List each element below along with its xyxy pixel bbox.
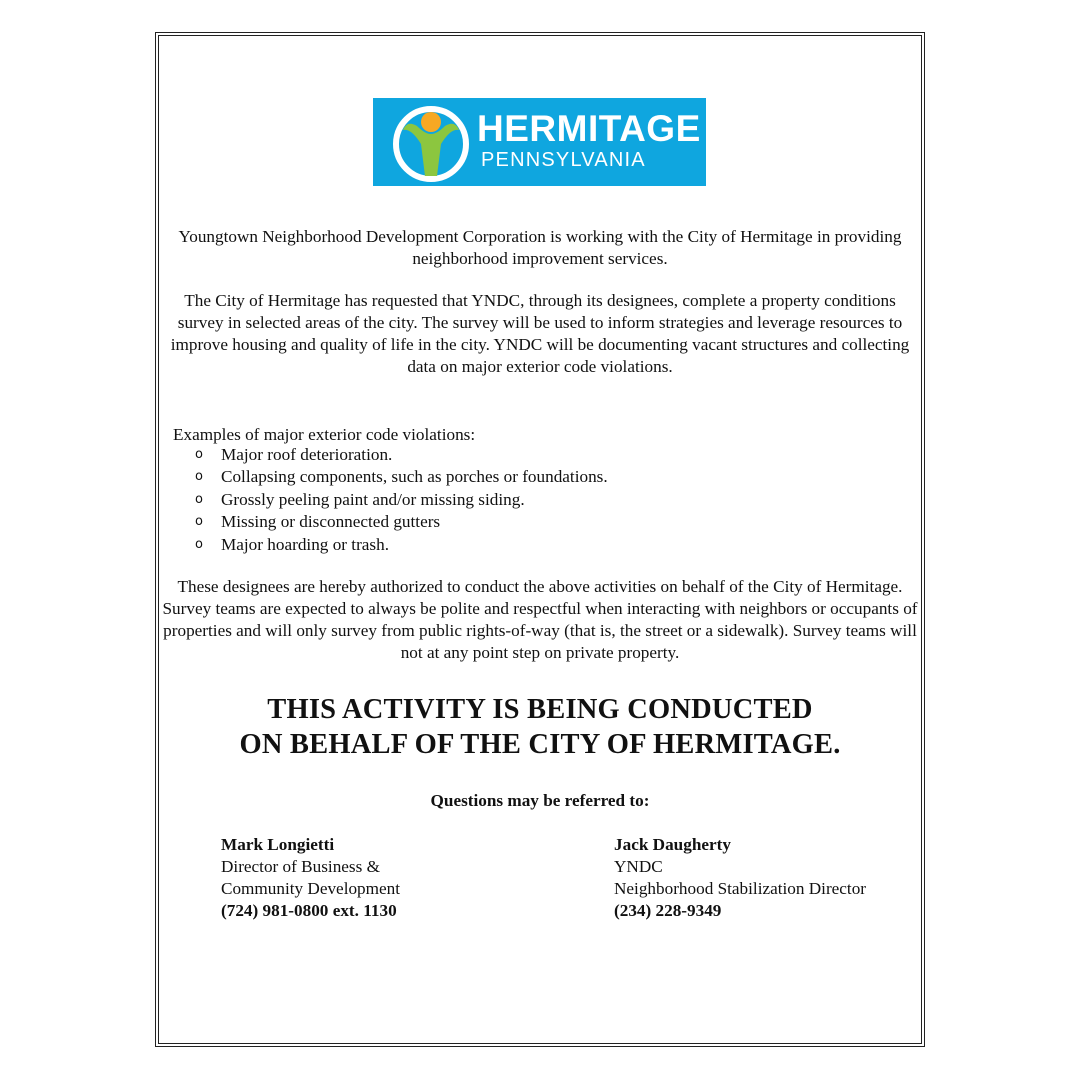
list-item: o Major roof deterioration. [195, 444, 608, 466]
contact-phone: (724) 981-0800 ext. 1130 [221, 901, 397, 920]
headline-line-2: ON BEHALF OF THE CITY OF HERMITAGE. [239, 729, 841, 760]
examples-list [195, 444, 608, 556]
contact-title-line-2: Community Development [221, 879, 401, 898]
list-item: o Collapsing components, such as porches or foundations. [195, 466, 608, 488]
contact-name: Mark Longietti [221, 835, 335, 854]
headline [165, 692, 915, 762]
list-item: o Grossly peeling paint and/or missing siding. [195, 489, 608, 511]
contact-card [221, 834, 400, 922]
contact-name: Jack Daugherty [614, 835, 731, 854]
circle-bullet-icon: o [195, 447, 203, 462]
circle-bullet-icon: o [195, 491, 203, 507]
contact-title-line-1: YNDC [614, 857, 663, 876]
logo-name: HERMITAGE [477, 108, 701, 149]
person-emblem-icon [389, 100, 473, 184]
contact-title-line-2: Neighborhood Stabilization Director [614, 879, 867, 898]
contact-card [614, 834, 866, 922]
circle-bullet-icon: o [195, 469, 203, 485]
authorization-paragraph: These designees are hereby authorized to conduct the above activities on behalf of the City of Hermitage. Survey teams are expected to always be polite and respectful when interacting with neighbors or occupants of properties and will only survey from public rights-of-way (that is, the street or a sidewalk). Survey teams will not at any point step on private property. [162, 577, 918, 662]
examples-title: Examples of major exterior code violations: [173, 425, 476, 444]
request-paragraph: The City of Hermitage has requested that YNDC, through its designees, complete a property conditions survey in selected areas of the city. The survey will be used to inform strategies and leverage resources to improve housing and quality of life in the city. YNDC will be documenting vacant structures and collecting data on major exterior code violations. [170, 291, 910, 376]
intro-paragraph: Youngtown Neighborhood Development Corporation is working with the City of Hermitage in providing neighborhood improvement services. [178, 227, 902, 268]
headline-line-1: THIS ACTIVITY IS BEING CONDUCTED [267, 694, 813, 725]
list-item: o Major hoarding or trash. [195, 534, 608, 556]
circle-bullet-icon: o [195, 514, 203, 530]
list-item: o Missing or disconnected gutters [195, 511, 608, 533]
contact-title-line-1: Director of Business & [221, 857, 380, 876]
hermitage-logo [373, 98, 706, 186]
contact-phone: (234) 228-9349 [614, 901, 722, 920]
circle-bullet-icon: o [195, 536, 203, 552]
questions-label: Questions may be referred to: [430, 791, 650, 810]
logo-subtitle: PENNSYLVANIA [481, 149, 646, 171]
